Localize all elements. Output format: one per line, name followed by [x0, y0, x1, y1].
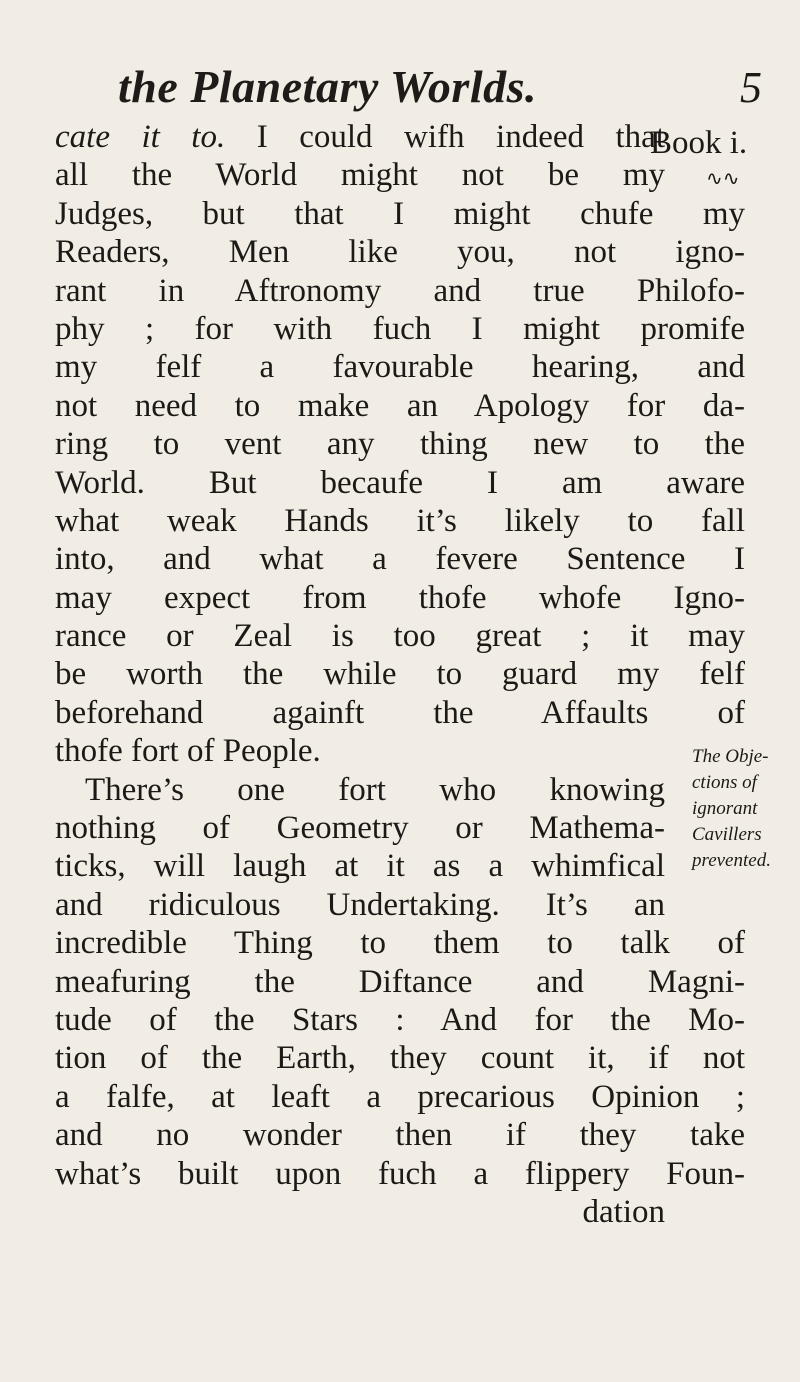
text-line: World. But becaufe I am aware: [55, 464, 745, 501]
text-line: may expect from thofe whofe Igno-: [55, 579, 745, 616]
text-italic-lead: cate it to.: [55, 119, 226, 155]
text-line: nothing of Geometry or Mathema-: [55, 810, 665, 847]
text-line: meafuring the Diftance and Magni-: [55, 963, 745, 1000]
text-line: beforehand againft the Affaults of: [55, 694, 745, 731]
text-line: incredible Thing to them to talk of: [55, 925, 745, 962]
text-line: what weak Hands it’s likely to fall: [55, 502, 745, 539]
text-line: not need to make an Apology for da-: [55, 387, 745, 424]
text-line: [55, 118, 665, 156]
text-line: Readers, Men like you, not igno-: [55, 234, 745, 271]
text-line: ticks, will laugh at it as a whimfical: [55, 848, 665, 885]
text-line: what’s built upon fuch a flippery Foun-: [55, 1155, 745, 1192]
text-line: tion of the Earth, they count it, if not: [55, 1040, 745, 1077]
text-line: my felf a favourable hearing, and: [55, 349, 745, 386]
text-line: ring to vent any thing new to the: [55, 426, 745, 463]
marginal-note-line: ignorant: [692, 798, 758, 819]
marginal-note: [692, 744, 800, 874]
text-line: There’s one fort who knowing: [85, 771, 665, 808]
book-marker: Book i.: [650, 125, 748, 161]
text-line: thofe fort of People.: [55, 733, 321, 770]
body-text: [55, 118, 748, 1231]
marginal-note-line: Cavillers: [692, 824, 762, 845]
marginal-note-line: prevented.: [692, 850, 771, 871]
text-run: I could wifh indeed that: [225, 119, 665, 155]
text-line: tude of the Stars : And for the Mo-: [55, 1001, 745, 1038]
text-line: rant in Aftronomy and true Philofo-: [55, 272, 745, 309]
text-line: phy ; for with fuch I might promife: [55, 310, 745, 347]
page-number: 5: [740, 63, 762, 112]
text-line: into, and what a fevere Sentence I: [55, 541, 745, 578]
ornament-glyph: ∿∿: [706, 166, 740, 190]
text-line: all the World might not be my: [55, 157, 665, 194]
text-line: a falfe, at leaft a precarious Opinion ;: [55, 1078, 745, 1115]
text-line: dation: [582, 1193, 665, 1230]
text-line: and no wonder then if they take: [55, 1117, 745, 1154]
text-line: Judges, but that I might chufe my: [55, 195, 745, 232]
text-line: be worth the while to guard my felf: [55, 656, 745, 693]
text-line: and ridiculous Undertaking. It’s an: [55, 886, 665, 923]
marginal-note-line: ctions of: [692, 772, 757, 793]
text-line: rance or Zeal is too great ; it may: [55, 618, 745, 655]
marginal-note-line: The Obje-: [692, 746, 769, 767]
running-title: the Planetary Worlds.: [118, 61, 537, 112]
